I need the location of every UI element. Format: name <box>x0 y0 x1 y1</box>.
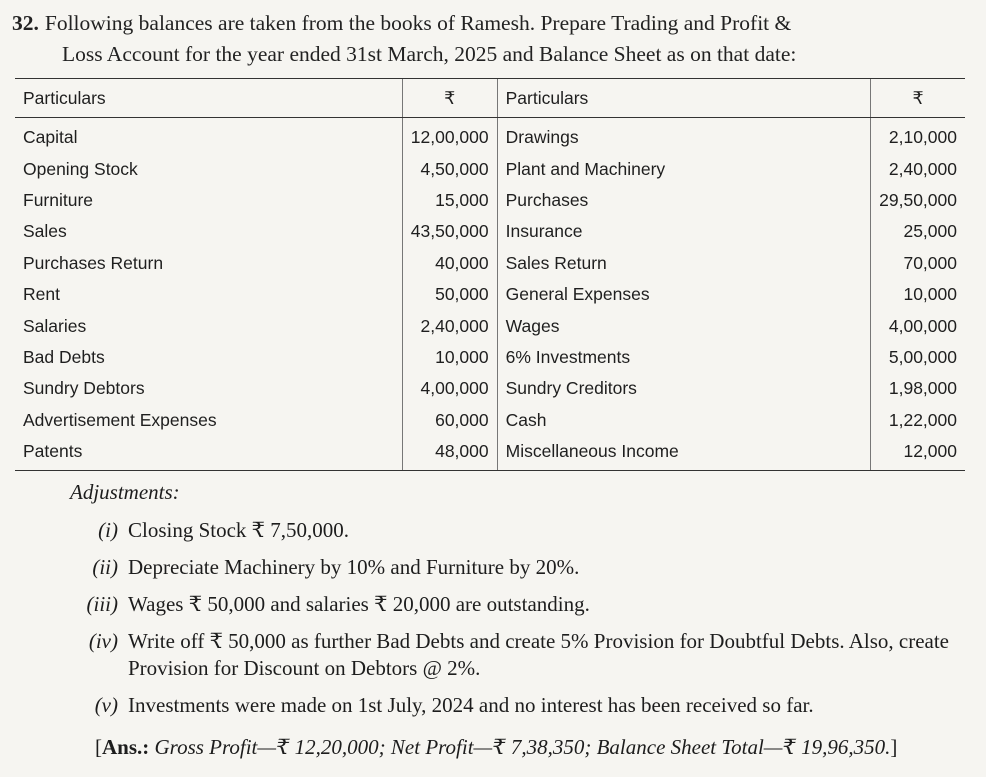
header-right-particulars: Particulars <box>497 79 871 118</box>
question-line-1: Following balances are taken from the books of Ramesh. Prepare Trading and Profit & <box>44 11 792 35</box>
adjustment-text: Depreciate Machinery by 10% and Furniture by 20%. <box>128 555 580 579</box>
header-left-currency: ₹ <box>402 79 497 118</box>
right-amount-cell: 1,98,000 <box>871 373 965 404</box>
left-label-cell: Bad Debts <box>23 346 105 367</box>
table-row <box>15 216 965 247</box>
left-label-cell: Capital <box>23 127 78 148</box>
right-label-cell: Sales Return <box>497 248 871 279</box>
table-row <box>15 279 965 310</box>
table-row <box>15 310 965 341</box>
header-left-particulars: Particulars <box>15 79 402 118</box>
right-amount-cell: 10,000 <box>871 279 965 310</box>
right-amount-cell: 29,50,000 <box>871 185 965 216</box>
right-amount-cell: 70,000 <box>871 248 965 279</box>
adjustment-text: Closing Stock ₹ 7,50,000. <box>128 518 350 542</box>
left-label-cell: Opening Stock <box>23 158 138 179</box>
left-amount-cell: 60,000 <box>402 405 497 436</box>
answer-text: Gross Profit—₹ 12,20,000; Net Profit—₹ 7,38,350; Balance Sheet Total—₹ 19,96,350. <box>154 735 891 759</box>
right-label-cell: Sundry Creditors <box>497 373 871 404</box>
right-label-cell: Plant and Machinery <box>497 153 871 184</box>
left-label-cell: Furniture <box>23 189 94 210</box>
adjustments-heading: Adjustments: <box>70 480 180 504</box>
table-row <box>15 185 965 216</box>
right-label-cell: Wages <box>497 310 871 341</box>
adjustment-text: Investments were made on 1st July, 2024 and no interest has been received so far. <box>128 693 814 717</box>
table-row <box>15 342 965 373</box>
table-row <box>15 248 965 279</box>
answer-label: Ans.: <box>102 735 150 759</box>
right-label-cell: Insurance <box>497 216 871 247</box>
left-label-cell: Sundry Debtors <box>23 378 145 399</box>
adjustment-item <box>58 628 968 682</box>
adjustment-item <box>58 591 968 618</box>
adjustment-number: (v) <box>94 693 118 717</box>
table-row <box>15 118 965 154</box>
left-amount-cell: 12,00,000 <box>402 118 497 154</box>
right-label-cell: Purchases <box>497 185 871 216</box>
right-label-cell: Cash <box>497 405 871 436</box>
adjustment-item <box>58 692 968 719</box>
right-amount-cell: 12,000 <box>871 436 965 471</box>
left-amount-cell: 2,40,000 <box>402 310 497 341</box>
left-label-cell: Rent <box>23 284 60 305</box>
left-amount-cell: 15,000 <box>402 185 497 216</box>
header-right-currency: ₹ <box>871 79 965 118</box>
adjustment-number: (ii) <box>92 555 118 579</box>
balances-table <box>15 78 965 471</box>
table-body <box>15 118 965 471</box>
right-amount-cell: 5,00,000 <box>871 342 965 373</box>
left-label-cell: Purchases Return <box>23 252 164 273</box>
answer-open-bracket: [ <box>95 735 102 759</box>
left-amount-cell: 43,50,000 <box>402 216 497 247</box>
table-header-row <box>15 79 965 118</box>
right-amount-cell: 1,22,000 <box>871 405 965 436</box>
table-row <box>15 436 965 471</box>
table-row <box>15 373 965 404</box>
right-label-cell: Miscellaneous Income <box>497 436 871 471</box>
left-label-cell: Advertisement Expenses <box>23 409 217 430</box>
adjustment-item <box>58 554 968 581</box>
answer-line <box>95 735 897 760</box>
left-label-cell: Salaries <box>23 315 87 336</box>
answer-close-bracket: ] <box>890 735 898 759</box>
right-label-cell: 6% Investments <box>497 342 871 373</box>
question-line-2: Loss Account for the year ended 31st March, 2025 and Balance Sheet as on that date: <box>62 42 797 66</box>
adjustment-item <box>58 517 968 544</box>
right-amount-cell: 2,10,000 <box>871 118 965 154</box>
question-number: 32. <box>12 11 39 35</box>
right-label-cell: Drawings <box>497 118 871 154</box>
table-row <box>15 153 965 184</box>
adjustment-number: (iv) <box>88 629 118 653</box>
left-amount-cell: 50,000 <box>402 279 497 310</box>
question-text <box>12 8 972 70</box>
adjustment-number: (i) <box>98 518 118 542</box>
adjustments-list <box>58 517 968 729</box>
left-amount-cell: 48,000 <box>402 436 497 471</box>
right-amount-cell: 2,40,000 <box>871 153 965 184</box>
left-amount-cell: 10,000 <box>402 342 497 373</box>
left-label-cell: Patents <box>15 436 402 471</box>
left-amount-cell: 4,50,000 <box>402 153 497 184</box>
left-amount-cell: 40,000 <box>402 248 497 279</box>
adjustment-text: Wages ₹ 50,000 and salaries ₹ 20,000 are outstanding. <box>128 592 590 616</box>
right-amount-cell: 25,000 <box>871 216 965 247</box>
left-amount-cell: 4,00,000 <box>402 373 497 404</box>
left-label-cell: Sales <box>23 221 67 242</box>
adjustment-number: (iii) <box>86 592 118 616</box>
adjustment-text: Write off ₹ 50,000 as further Bad Debts and create 5% Provision for Doubtful Debts. Also, create Provision for Discount on Debtors @ 2%. <box>128 629 949 680</box>
table-row <box>15 405 965 436</box>
right-amount-cell: 4,00,000 <box>871 310 965 341</box>
right-label-cell: General Expenses <box>497 279 871 310</box>
